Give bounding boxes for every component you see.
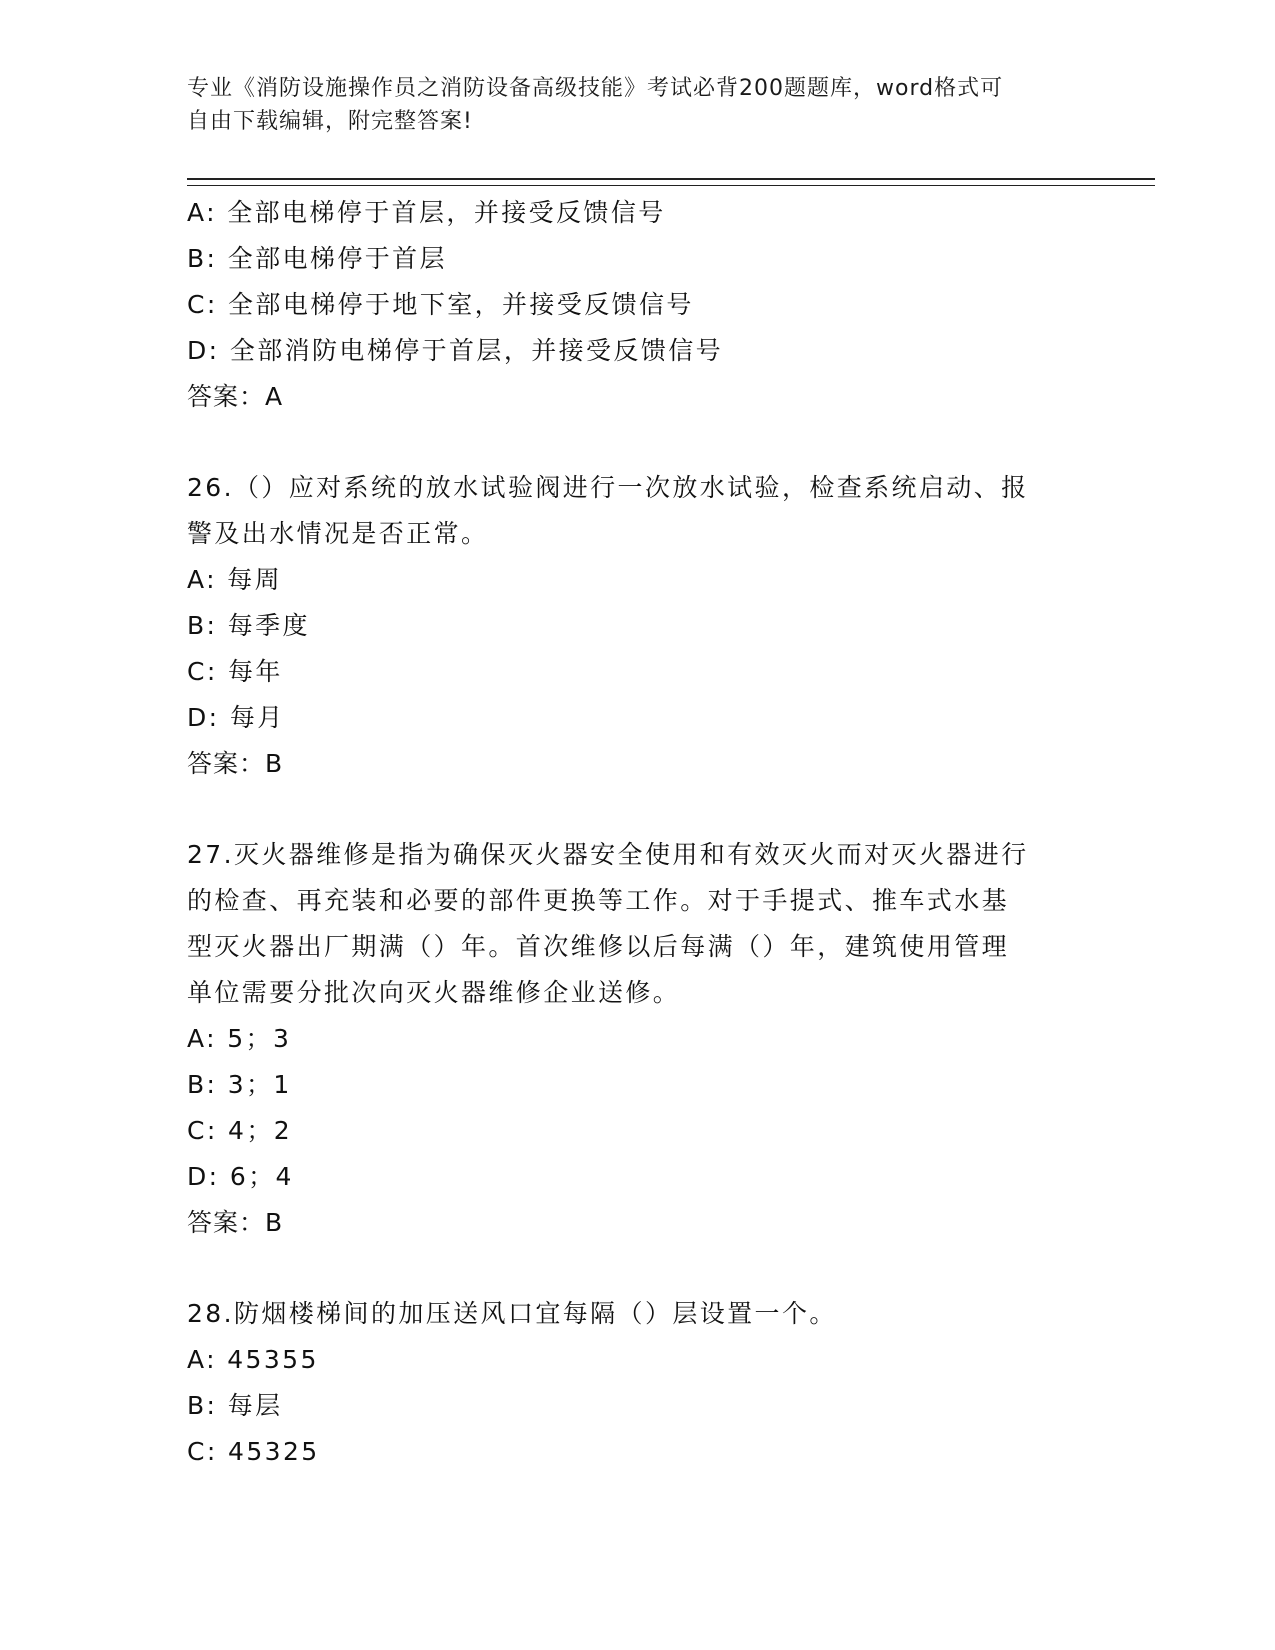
option-a: A: 每周: [187, 565, 283, 594]
option-b: B: 每季度: [187, 611, 310, 640]
option-d: D: 6；4: [187, 1162, 294, 1191]
question-stem-line: 27.灭火器维修是指为确保灭火器安全使用和有效灭火而对灭火器进行: [187, 840, 1029, 869]
option-d: D: 每月: [187, 703, 285, 732]
question-stem-line: 单位需要分批次向灭火器维修企业送修。: [187, 978, 681, 1007]
option-b: B: 3；1: [187, 1070, 292, 1099]
page-header: [187, 72, 1067, 138]
question-stem-line: 26.（）应对系统的放水试验阀进行一次放水试验，检查系统启动、报: [187, 473, 1029, 502]
header-line-1: 专业《消防设施操作员之消防设备高级技能》考试必背200题题库，word格式可: [187, 76, 1004, 101]
question-25: [187, 190, 1077, 420]
option-c: C: 4；2: [187, 1116, 293, 1145]
option-d: D: 全部消防电梯停于首层，并接受反馈信号: [187, 336, 724, 365]
answer-label: 答案：B: [187, 749, 284, 778]
document-body: [187, 190, 1077, 1475]
option-a: A: 全部电梯停于首层，并接受反馈信号: [187, 198, 666, 227]
header-line-2: 自由下载编辑，附完整答案!: [187, 109, 473, 134]
option-c: C: 每年: [187, 657, 283, 686]
question-26: [187, 465, 1077, 787]
question-stem-line: 警及出水情况是否正常。: [187, 519, 489, 548]
option-a: A: 5；3: [187, 1024, 292, 1053]
option-b: B: 全部电梯停于首层: [187, 244, 447, 273]
answer-label: 答案：A: [187, 382, 284, 411]
question-stem-line: 28.防烟楼梯间的加压送风口宜每隔（）层设置一个。: [187, 1299, 837, 1328]
answer-label: 答案：B: [187, 1208, 284, 1237]
question-gap: [187, 787, 1077, 832]
option-c: C: 全部电梯停于地下室，并接受反馈信号: [187, 290, 694, 319]
question-stem-line: 型灭火器出厂期满（）年。首次维修以后每满（）年，建筑使用管理: [187, 932, 1010, 961]
question-gap: [187, 1246, 1077, 1291]
option-b: B: 每层: [187, 1391, 283, 1420]
question-27: [187, 832, 1077, 1246]
question-gap: [187, 420, 1077, 465]
option-a: A: 45355: [187, 1345, 319, 1374]
header-divider: [187, 178, 1155, 186]
option-c: C: 45325: [187, 1437, 320, 1466]
question-stem-line: 的检查、再充装和必要的部件更换等工作。对于手提式、推车式水基: [187, 886, 1010, 915]
question-28: [187, 1291, 1077, 1475]
